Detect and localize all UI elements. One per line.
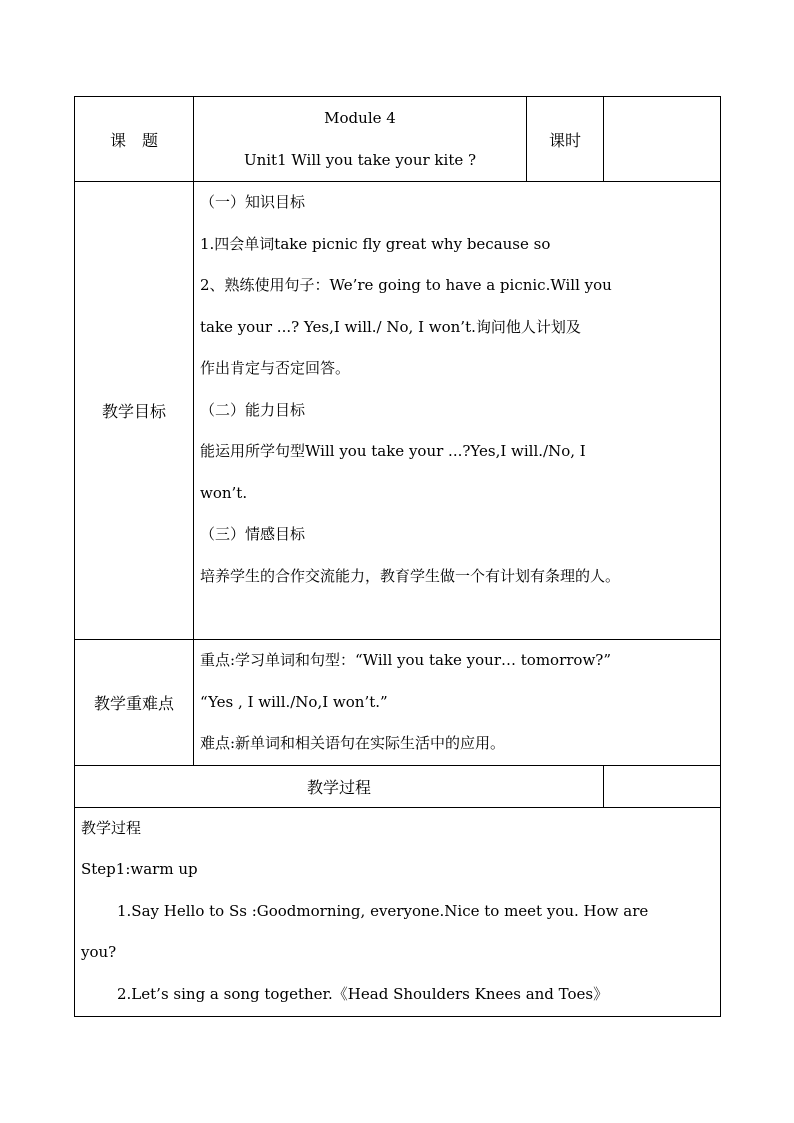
objectives-line: take your ...? Yes,I will./ No, I won’t.询问他人计划及 <box>200 317 581 336</box>
period-value <box>604 97 721 182</box>
module-title: Module 4 <box>324 109 396 127</box>
header-row <box>75 97 721 182</box>
objectives-row <box>75 182 721 640</box>
process-side-cell <box>604 765 721 807</box>
objectives-line: （二）能力目标 <box>200 400 306 419</box>
process-line: you? <box>81 943 117 961</box>
key-points-label: 教学重难点 <box>75 640 194 766</box>
process-heading-row <box>75 765 721 807</box>
objectives-line: 2、熟练使用句子：We’re going to have a picnic.Will you <box>200 276 612 294</box>
objectives-line: won’t. <box>200 483 248 502</box>
objectives-line: 能运用所学句型Will you take your ...?Yes,I will./No, I <box>200 442 586 460</box>
key-points-line: 重点:学习单词和句型：“Will you take your… tomorrow?” <box>200 651 612 669</box>
process-heading: 教学过程 <box>75 765 604 807</box>
process-line: 2.Let’s sing a song together.《Head Shoulders Knees and Toes》 <box>117 984 609 1003</box>
topic-label: 课 题 <box>75 97 194 182</box>
key-points-line: “Yes , I will./No,I won’t.” <box>200 692 388 711</box>
key-points-row <box>75 640 721 766</box>
period-label: 课时 <box>527 97 604 182</box>
objectives-line: 作出肯定与否定回答。 <box>200 359 351 377</box>
objectives-label: 教学目标 <box>75 182 194 640</box>
process-line: 教学过程 <box>81 818 142 837</box>
lesson-title <box>194 97 527 182</box>
key-points-content <box>194 640 721 766</box>
process-line: 1.Say Hello to Ss :Goodmorning, everyone.Nice to meet you. How are <box>117 901 649 920</box>
key-points-line: 难点:新单词和相关语句在实际生活中的应用。 <box>200 734 506 752</box>
unit-title: Unit1 Will you take your kite ? <box>243 151 477 169</box>
objectives-line: 1.四会单词take picnic fly great why because so <box>200 234 551 253</box>
objectives-content <box>194 182 721 640</box>
objectives-line: （一）知识目标 <box>200 193 306 211</box>
objectives-line: （三）情感目标 <box>200 525 306 543</box>
process-body-row <box>75 807 721 1016</box>
objectives-line: 培养学生的合作交流能力，教育学生做一个有计划有条理的人。 <box>200 566 621 585</box>
lesson-plan-table <box>74 96 721 1017</box>
process-content <box>75 807 721 1016</box>
process-line: Step1:warm up <box>81 860 198 878</box>
